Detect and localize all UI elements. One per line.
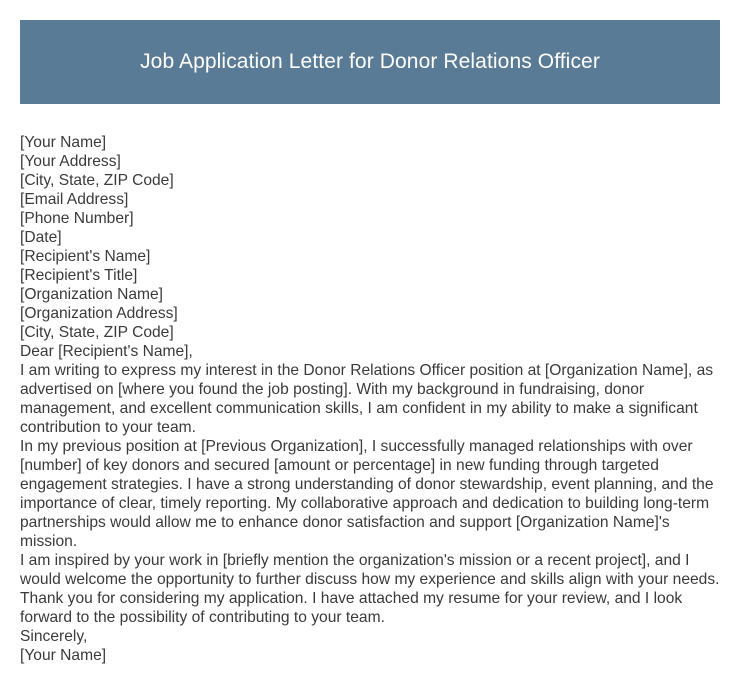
recipient-title: [Recipient's Title]	[20, 267, 138, 284]
organization-city-state-zip: [City, State, ZIP Code]	[20, 324, 174, 341]
sender-email: [Email Address]	[20, 191, 129, 208]
closing: Sincerely,	[20, 628, 88, 645]
sender-name: [Your Name]	[20, 134, 107, 151]
sender-address: [Your Address]	[20, 153, 121, 170]
title-banner	[20, 20, 720, 104]
page-title: Job Application Letter for Donor Relations Officer	[140, 50, 600, 73]
recipient-name: [Recipient's Name]	[20, 248, 151, 265]
paragraph-intro: I am writing to express my interest in the Donor Relations Officer position at [Organization Name], as advertised on [where you found the job posting]. With my background in fundraising, donor management, and excellent communication skills, I am confident in my ability to make a significant contribution to your team.	[20, 362, 714, 436]
paragraph-experience: In my previous position at [Previous Organization], I successfully managed relationships with over [number] of key donors and secured [amount or percentage] in new funding through targeted engagement strategies. I have a strong understanding of donor stewardship, event planning, and the importance of clear, timely reporting. My collaborative approach and dedication to building long-term partnerships would allow me to enhance donor satisfaction and support [Organization Name]'s mission.	[20, 438, 714, 550]
sender-phone: [Phone Number]	[20, 210, 134, 227]
organization-name: [Organization Name]	[20, 286, 164, 303]
sender-city-state-zip: [City, State, ZIP Code]	[20, 172, 174, 189]
letter-date: [Date]	[20, 229, 62, 246]
paragraph-closing: I am inspired by your work in [briefly mention the organization's mission or a recent project], and I would welcome the opportunity to further discuss how my experience and skills align with your needs. Thank you for considering my application. I have attached my resume for your review, and I look forward to the possibility of contributing to your team.	[20, 552, 720, 626]
signature: [Your Name]	[20, 647, 107, 664]
salutation: Dear [Recipient's Name],	[20, 343, 193, 360]
letter-body	[20, 133, 725, 665]
organization-address: [Organization Address]	[20, 305, 178, 322]
